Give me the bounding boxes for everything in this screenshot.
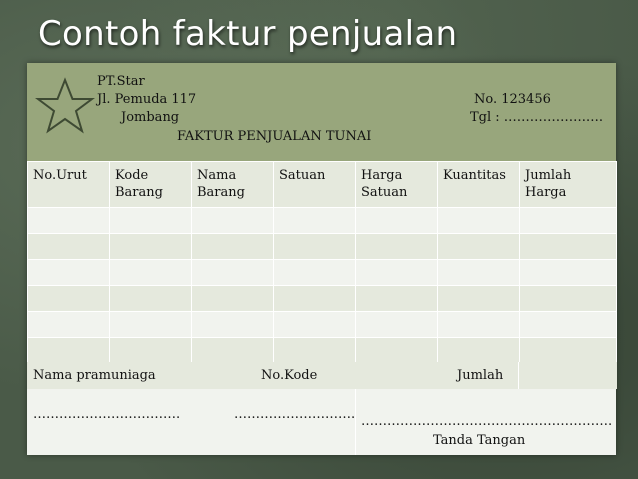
total-label: Jumlah xyxy=(457,368,504,383)
invoice-title: FAKTUR PENJUALAN TUNAI xyxy=(177,129,372,144)
signature-line[interactable]: …………………………………………………. xyxy=(361,414,613,429)
table-row xyxy=(28,286,617,312)
table-row xyxy=(28,260,617,286)
table-row xyxy=(28,338,617,364)
column-header-kuantitas: Kuantitas xyxy=(438,162,520,208)
invoice-number: No. 123456 xyxy=(474,92,551,107)
column-header-nama-barang: Nama Barang xyxy=(192,162,274,208)
table-header-row xyxy=(28,162,617,208)
star-icon xyxy=(35,77,95,137)
column-header-harga-satuan: Harga Satuan xyxy=(356,162,438,208)
table-row xyxy=(28,208,617,234)
column-header-jumlah-harga: Jumlah Harga xyxy=(520,162,617,208)
column-header-kode-barang: Kode Barang xyxy=(110,162,192,208)
invoice-footer xyxy=(27,362,616,455)
invoice-header xyxy=(27,63,616,161)
items-table xyxy=(27,161,617,364)
salesperson-line[interactable]: ……………………………. xyxy=(33,407,181,422)
footer-divider xyxy=(355,389,356,455)
slide-title: Contoh faktur penjualan xyxy=(38,14,458,54)
column-header-satuan: Satuan xyxy=(274,162,356,208)
total-value-cell[interactable] xyxy=(518,362,617,389)
column-header-no-urut: No.Urut xyxy=(28,162,110,208)
salesperson-label: Nama pramuniaga xyxy=(33,368,156,383)
code-label: No.Kode xyxy=(261,368,318,383)
signature-label: Tanda Tangan xyxy=(433,433,526,448)
invoice-form xyxy=(27,63,616,455)
company-address: Jl. Pemuda 117 xyxy=(97,92,197,107)
company-name: PT.Star xyxy=(97,74,145,89)
company-city: Jombang xyxy=(121,110,180,125)
code-line[interactable]: ………………………. xyxy=(234,407,356,422)
table-row xyxy=(28,234,617,260)
table-row xyxy=(28,312,617,338)
invoice-date: Tgl : ……………….…. xyxy=(470,110,604,125)
